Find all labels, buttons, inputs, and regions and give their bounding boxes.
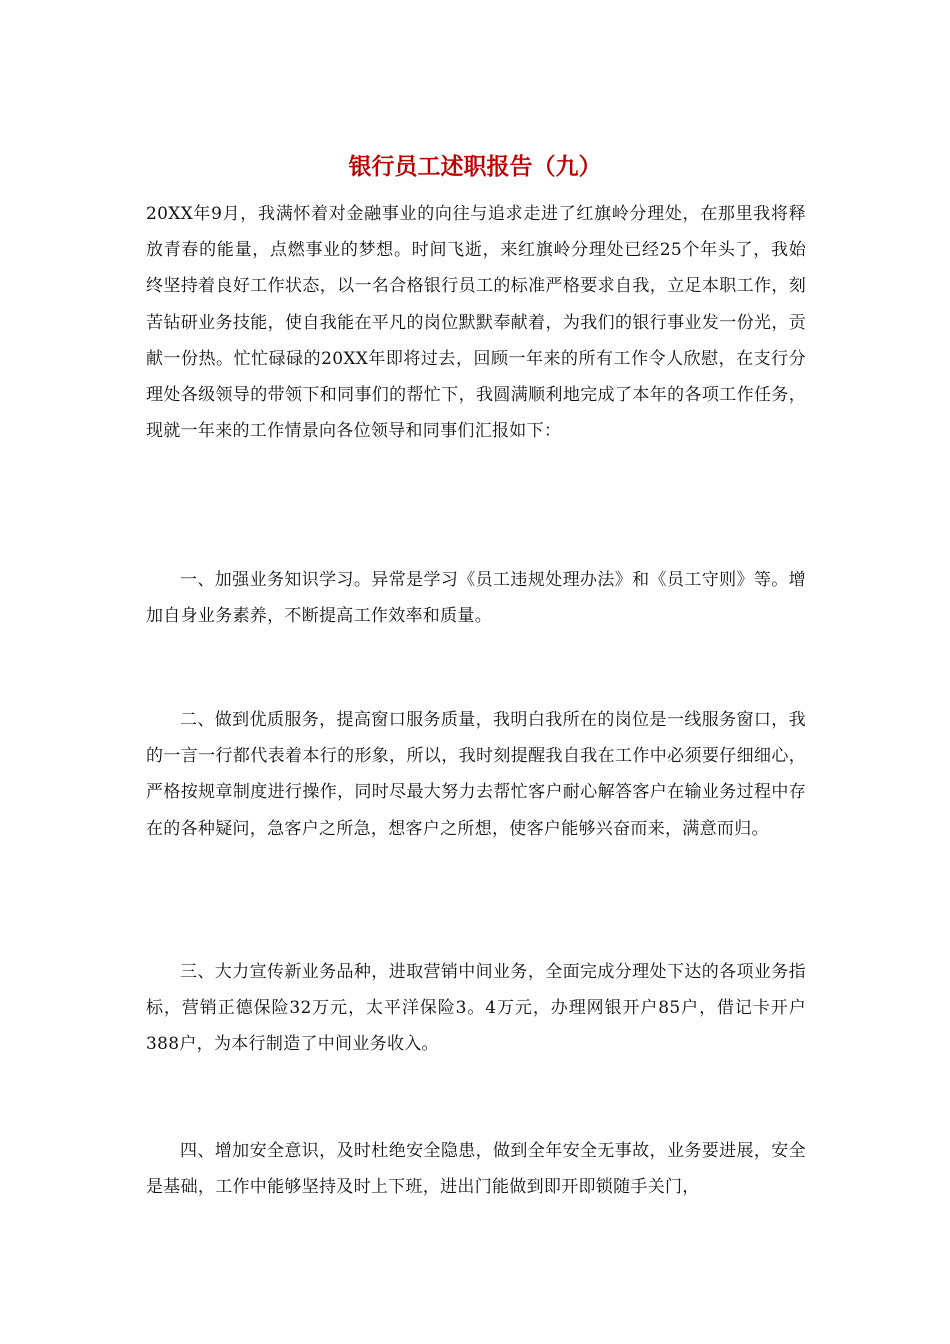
paragraph-section-2: 二、做到优质服务，提高窗口服务质量，我明白我所在的岗位是一线服务窗口，我的一言一行都代表着本行的形象，所以，我时刻提醒我自我在工作中必须要仔细细心，严格按规章制度进行操作，同时尽最大努力去帮忙客户耐心解答客户在输业务过程中存在的各种疑问，急客户之所急，想客户之所想，使客户能够兴奋而来，满意而归。 [146,710,806,839]
document-title: 银行员工述职报告（九） [348,153,602,180]
paragraph-section-3: 三、大力宣传新业务品种，进取营销中间业务，全面完成分理处下达的各项业务指标，营销正德保险32万元，太平洋保险3。4万元，办理网银开户85户，借记卡开户388户，为本行制造了中间业务收入。 [146,962,806,1055]
paragraph-intro: 20XX年9月，我满怀着对金融事业的向往与追求走进了红旗岭分理处，在那里我将释放青春的能量，点燃事业的梦想。时间飞逝，来红旗岭分理处已经25个年头了，我始终坚持着良好工作状态，以一名合格银行员工的标准严格要求自我，立足本职工作，刻苦钻研业务技能，使自我能在平凡的岗位默默奉献着，为我们的银行事业发一份光，贡献一份热。忙忙碌碌的20XX年即将过去，回顾一年来的所有工作令人欣慰，在支行分理处各级领导的带领下和同事们的帮忙下，我圆满顺利地完成了本年的各项工作任务，现就一年来的工作情景向各位领导和同事们汇报如下： [146,204,806,442]
paragraph-section-4: 四、增加安全意识，及时杜绝安全隐患，做到全年安全无事故，业务要进展，安全是基础，工作中能够坚持及时上下班，进出门能做到即开即锁随手关门， [146,1141,806,1198]
paragraph-section-1: 一、加强业务知识学习。异常是学习《员工违规处理办法》和《员工守则》等。增加自身业务素养，不断提高工作效率和质量。 [146,570,806,627]
